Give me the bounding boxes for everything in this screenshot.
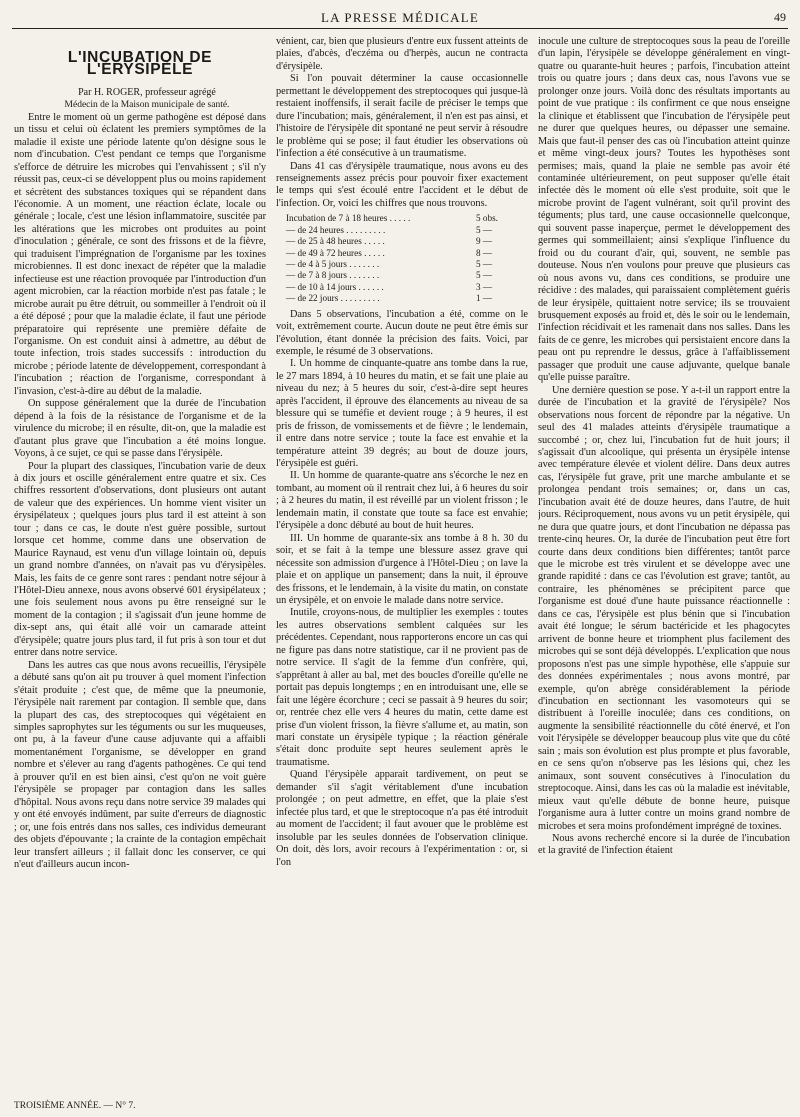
table-row [286,270,528,281]
paragraph: Dans 41 cas d'érysipèle traumatique, nous avons eu des renseignements assez précis pour pouvoir fixer exactement le temps qui s'est écoulé entre l'accident et le début de l'infection. Or, voici les chiffres que nous trouvons. [276,160,528,209]
paragraph: Inutile, croyons-nous, de multiplier les exemples : toutes les autres observations semblent calquées sur les précédentes. Cependant, nous rapporterons encore un cas qui ne figure pas dans notre statistique, car il ne provient pas de notre service. Il s'agit de la femme d'un confrère, qui, s'apprêtant à aller au bal, met des boucles d'oreille qu'elle ne portait pas depuis longtemps ; en en introduisant une, elle se fait une légère écorchure ; ceci se passait à 9 heures du soir; or, rentrée chez elle vers 4 heures du matin, cette dame est prise d'un violent frisson, la fièvre s'allume et, au matin, son mari constate un érysipèle typique ; la réaction générale s'était donc produite sept heures seulement après le traumatisme. [276,607,528,768]
paragraph: Si l'on pouvait déterminer la cause occasionnelle permettant le développement des streptocoques qui jusque-là restaient inoffensifs, il serait facile de préciser le temps que dure l'incubation; mais, généralement, il n'en est pas ainsi, et l'histoire de l'érysipèle dit spontané ne peut servir à résoudre le problème qui se pose; il faut étudier les observations où l'infection a été consécutive à un traumatisme. [276,73,528,160]
paragraph: Entre le moment où un germe pathogène est déposé dans un tissu et celui où éclatent les premiers symptômes de la maladie il existe une période latente qu'on désigne sous le nom d'incubation. C'est pendant ce temps que l'organisme s'efforce de détruire les microbes qui l'envahissent ; s'il n'y réussit pas, ceux-ci se développent plus ou moins rapidement et sécrètent des substances toxiques qui se répandent dans l'économie. A un moment, une réaction éclate, locale ou générale ; locale, c'est une lésion inflammatoire, suscitée par les altérations que les microbes ont produites au point d'inoculation ; générale, ce sont des frissons et de la fièvre, qui traduisent l'imprégnation de l'organisme par les toxines microbiennes. Il est donc inexact de répéter que la maladie infectieuse est une réaction provoquée par l'introduction d'un agent microbien, car la réaction morbide n'est pas fatale ; le microbe aurait pu être détruit, ou sommeiller à l'endroit où il a été déposé ; pour que la maladie éclate, il faut une période préparatoire qui représente une première défaite de l'organisme. On est conduit ainsi à admettre, au début de toute infection, trois stades successifs : introduction du microbe ; période latente de développement, correspondant à l'incubation ; réaction de l'organisme, correspondant à l'invasion, c'est-à-dire au début de la maladie. [14,111,266,397]
page-number: 49 [774,10,786,24]
article-title: L'INCUBATION DE L'ÉRYSIPÈLE [67,49,213,79]
paragraph: Dans 5 observations, l'incubation a été, comme on le voit, extrêmement courte. Aucun doute ne peut être émis sur l'évolution, étant donnée la précision des faits. Voici, par exemple, le résumé de 3 observations. [276,308,528,357]
article-columns [14,36,790,1095]
count-cell: 5 — [476,258,493,269]
paragraph: III. Un homme de quarante-six ans tombe à 8 h. 30 du soir, et se fait à la tempe une blessure assez grave qui nécessite son admission d'urgence à l'Hôtel-Dieu ; on lave la plaie et on applique un pansement; dans la nuit, il éprouve des frissons, et le lendemain, à la visite du matin, on constate un érysipèle, et on envoie le malade dans notre service. [276,532,528,607]
count-cell: 3 — [476,281,493,292]
paragraph: I. Un homme de cinquante-quatre ans tombe dans la rue, le 27 mars 1894, à 10 heures du matin, et se fait une plaie au niveau du nez; à 5 heures du soir, c'est-à-dire sept heures après l'accident, il éprouve des élancements au niveau de sa blessure qui se tuméfie et devient rouge ; à 9 heures, il est pris de frisson, de vomissements et de fièvre ; le lendemain, il entre dans notre service ; toute la face est envahie et la température atteint 39 degrés; au bout de douze jours, l'érysipèle est guéri. [276,358,528,470]
paragraph: Nous avons recherché encore si la durée de l'incubation et la gravité de l'infection étaient [538,833,790,857]
duration-cell: — de 22 jours . . . . . . . . . [286,293,380,304]
article-affiliation: Médecin de la Maison municipale de santé. [64,100,230,111]
article-byline: Par H. ROGER, professeur agrégé [78,86,216,98]
running-header [12,8,788,29]
column-2 [276,36,528,1095]
table-row [286,282,528,293]
issue-footer: TROISIÈME ANNÉE. — N° 7. [14,1101,136,1111]
duration-cell: Incubation de 7 à 18 heures . . . . . [286,213,411,224]
incubation-table [286,213,528,304]
count-cell: 8 — [476,247,493,258]
paragraph: II. Un homme de quarante-quatre ans s'écorche le nez en tombant, au moment où il rentrait chez lui, à 6 heures du soir ; à 2 heures du matin, il est réveillé par un violent frisson ; le lendemain matin, il constate que toute sa face est envahie; l'érysipèle a donc débuté au bout de huit heures. [276,470,528,532]
paragraph: Dans les autres cas que nous avons recueillis, l'érysipèle a débuté sans qu'on ait pu trouver à quel moment l'infection s'était produite ; c'est que, de même que la pneumonie, l'érysipèle nait rarement par contagion. Il semble que, dans la plupart des cas, des streptocoques qui végétaient en simples saprophytes sur les téguments ou sur les muqueuses, ont pu, à la faveur d'une cause adjuvante qui a affaibli momentanément l'organisme, se développer en grand nombre et s'élever au rang d'agents pathogènes. Ce qui tend à prouver qu'il en est bien ainsi, c'est qu'on ne voit guère l'érysipèle se propager par contagion dans les salles d'hôpital. Nous avons reçu dans notre service 39 malades qui y ont été envoyés indûment, par suite d'erreurs de diagnostic ; or, une fois entrés dans nos salles, ces individus demeurant des objets d'épouvante ; la crainte de la contagion empêchait leur transfert ailleurs ; il fallait donc les conserver, ce qui n'eut d'ailleurs aucun incon- [14,659,266,870]
duration-cell: — de 4 à 5 jours . . . . . . . [286,258,380,269]
duration-cell: — de 10 à 14 jours . . . . . . [286,281,384,292]
count-cell: 5 — [476,224,493,235]
table-row [286,236,528,247]
count-cell: 1 — [476,293,493,304]
duration-cell: — de 25 à 48 heures . . . . . [286,236,385,247]
column-1 [14,36,266,1095]
table-row [286,213,528,224]
paragraph: On suppose généralement que la durée de l'incubation dépend à la fois de la résistance de l'organisme et de la virulence du microbe; il en résulte, dit-on, que la maladie est d'autant plus grave que l'incubation a été moins longue. Voyons, à ce sujet, ce qui se passe dans l'érysipèle. [14,398,266,460]
count-cell: 5 — [476,270,493,281]
table-row [286,225,528,236]
table-row [286,248,528,259]
table-row [286,293,528,304]
paragraph: Quand l'érysipèle apparait tardivement, on peut se demander s'il s'agit véritablement d'une incubation prolongée ; on peut admettre, en effet, que la plaie s'est infectée plus tard, et que le streptocoque n'a pas été introduit au moment de l'accident; il faut avouer que le problème est insoluble par les seules données de l'observation clinique. On doit, dès lors, avoir recours à l'expérimentation : or, si l'on [276,769,528,868]
paragraph: Une dernière question se pose. Y a-t-il un rapport entre la durée de l'incubation et la gravité de l'érysipèle? Nos observations nous forcent de répondre par la négative. Un seul des 41 malades atteints d'érysipèle traumatique a succombé ; or, chez lui, l'incubation fut de huit jours; il s'agissait d'un alcoolique, qui présenta un érysipèle intense avec température élevée et violent délire. Dans deux autres cas, l'érysipèle fut grave, prit une marche ambulante et se prolongea pendant trois semaines; or, dans un cas, l'incubation avait été de douze heures, dans l'autre, de huit jours. Réciproquement, nous avons vu un petit érysipèle, qui ne dura que quatre jours, et dont l'incubation ne dépassa pas trente-cinq heures. Or, la durée de l'incubation peut être fort courte dans deux conditions bien différentes; tantôt parce que le microbe est très virulent et se développe avec une grande rapidité : dans ce cas l'évolution est grave; tantôt, au contraire, les phénomènes se précipitent parce que l'organisme est doué d'une haute puissance réactionnelle : dans ce cas, l'érysipèle est plus bénin que si l'incubation avait été longue; le sérum bactéricide et les phagocytes arrivent de bonne heure et triomphent plus facilement des microbes qui se sont déjà développés. L'explication que nous proposons n'est pas une simple hypothèse, elle s'appuie sur des données expérimentales ; nous avons montré, par exemple, qu'on abrège considérablement la période d'incubation en sectionnant les vasomoteurs qui se distribuent à l'oreille inoculée; dans ces conditions, on augmente la sensibilité réactionnelle du côté énervé, et l'on voit l'érysipèle se développer beaucoup plus vite que du côté sain ; mais son évolution est plus prompte et plus favorable, en ce sens qu'on n'observe pas les lésions qui, chez les animaux, sont souvent consécutives à l'inoculation du streptocoque. Ainsi, dans les cas où la maladie est inévitable, mieux vaut qu'elle débute de bonne heure, puisque l'organisme aura à lutter contre un moins grand nombre de microbes et sera moins profondément imprégné de toxines. [538,384,790,832]
count-cell: 5 obs. [476,213,498,224]
paragraph: Pour la plupart des classiques, l'incubation varie de deux à dix jours et oscille généralement entre quatre et six. Ces chiffres ressortent d'observations, dont plusieurs ont autant de valeur que des expériences. Un homme vient visiter un érysipélateux ; quelques jours plus tard il est atteint à son tour ; dans ce cas, le doute n'est guère possible, surtout lorsque cet homme, comme dans une observation de Maurice Raynaud, est venu d'un village lointain où, depuis un grand nombre d'années, on n'avait pas vu d'érysipèles. Mais, les faits de ce genre sont rares : pendant notre séjour à l'Hôtel-Dieu annexe, nous avons observé 601 érysipélateux ; une fois seulement nous avons pu être renseigné sur le moment de la contagion ; il s'agissait d'un jeune homme de dix-sept ans, qui était allé voir un camarade atteint d'érysipèle; quatre jours plus tard, il fut pris à son tour et dut entrer dans notre service. [14,460,266,659]
table-row [286,259,528,270]
paragraph: vénient, car, bien que plusieurs d'entre eux fussent atteints de plaies, d'abcès, d'eczéma ou d'herpès, aucun ne contracta d'érysipèle. [276,36,528,72]
count-cell: 9 — [476,236,493,247]
duration-cell: — de 7 à 8 jours . . . . . . . [286,270,380,281]
duration-cell: — de 24 heures . . . . . . . . . [286,224,386,235]
duration-cell: — de 49 à 72 heures . . . . . [286,247,385,258]
paragraph: inocule une culture de streptocoques sous la peau de l'oreille d'un lapin, l'érysipèle se développe généralement en vingt-quatre ou quarante-huit heures ; parfois, l'incubation atteint trois ou quatre jours ; dans deux cas, nous l'avons vue se prolonger onze jours. Voilà donc des résultats importants au point de vue pratique : ils confirment ce que nous enseigne la clinique et établissent que l'incubation de l'érysipèle peut ne durer que quelques heures, ou dépasser une semaine. Mais que faut-il penser des cas où l'incubation atteint quinze et même vingt-deux jours? Toutes les hypothèses sont permises; mais, quand la plaie ne semble pas avoir été contaminée ultérieurement, on peut supposer qu'elle était infectée dès le moment où elle s'est produite, soit que le microbe provint de l'agent vulnérant, soit qu'il provint des téguments; plus tard, une cause occasionnelle quelconque, qui souvent passe inaperçue, permet le développement des germes qui sommeillaient; ainsi s'explique l'influence du froid ou du courant d'air, qui, souvent, ne semble pas douteuse. Nous n'en voulons pour preuve que plusieurs cas où nous avons vu, dans ces conditions, se produire une récidive : des malades, qui paraissaient complètement guéris de leur érysipèle, quittaient notre service; ils se trouvaient brusquement exposés au froid et, dès le soir ou le lendemain, l'infection récidivait et les ramenait dans nos salles. Dans les faits de ce genre, les microbes qui persistaient encore dans la peau ont pu reprendre le dessus, grâce à l'affaiblissement passager que produit une cause adjuvante, quelque banale qu'elle puisse paraître. [538,36,790,384]
column-3 [538,36,790,1095]
journal-title: LA PRESSE MÉDICALE [320,10,480,25]
